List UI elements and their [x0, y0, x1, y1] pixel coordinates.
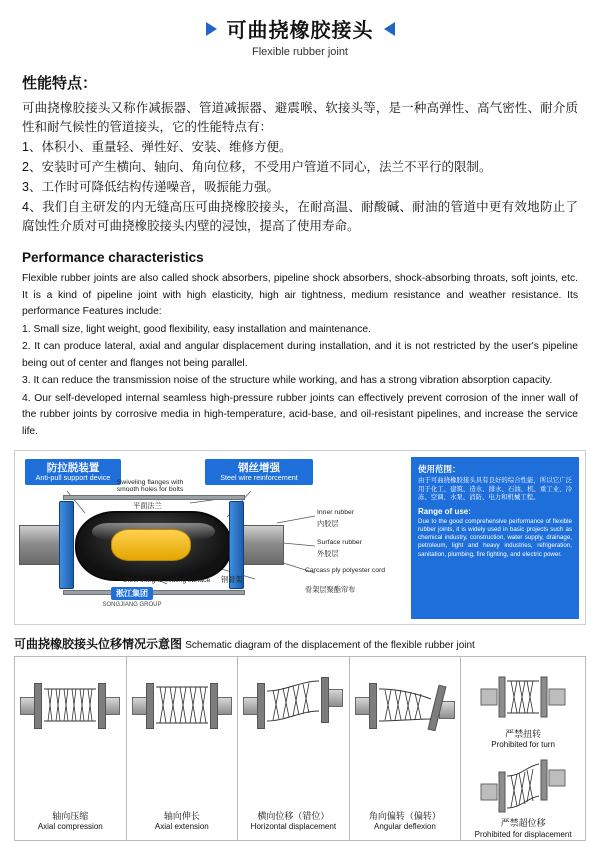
- cn-item-4: 4、我们自主研发的内无缝高压可曲挠橡胶接头，在耐高温、耐酸碱、耐油的管道中更有效地防止了腐蚀性介质对可曲挠橡胶接头内壁的浸蚀，提高了使用寿命。: [22, 200, 578, 233]
- triangle-left-icon: [384, 22, 395, 36]
- en-heading: Performance characteristics: [22, 250, 204, 265]
- glyph-axial-extension: [134, 679, 230, 731]
- caption-angular: [350, 811, 461, 832]
- glyph-bellow-shape: [245, 679, 341, 731]
- page-title-cn: 可曲挠橡胶接头: [226, 20, 374, 42]
- glyph-prohibited-turn: [477, 669, 569, 725]
- label-steel-wire-cn: 钢丝增强: [238, 462, 280, 474]
- usage-heading-cn: 使用范围：: [418, 464, 461, 474]
- caption-axial-compression: [15, 811, 126, 832]
- brand-mark: [97, 583, 167, 608]
- displacement-grid: [14, 656, 586, 841]
- caption-en: Prohibited for turn: [491, 740, 555, 750]
- callout-steel-frame-cn: 钢骨架: [221, 575, 243, 584]
- glyph-bellow-shape: [357, 679, 453, 731]
- caption-cn: 角向偏转（偏转）: [368, 810, 441, 821]
- content-text: [0, 58, 600, 440]
- callout-carcass-ply-cn: 骨架层聚酯帘布: [305, 585, 356, 594]
- label-steel-wire-en: Steel wire reinforcement: [220, 473, 298, 483]
- label-anti-pull-en: Anti-pull support device: [35, 473, 111, 483]
- displacement-cell-horizontal: [238, 657, 350, 840]
- displacement-title: [14, 635, 586, 652]
- usage-info-box: [411, 457, 579, 619]
- cn-item-3: 3、工作时可降低结构传递噪音，吸振能力强。: [22, 180, 279, 194]
- callout-surface-rubber: Surface rubber: [317, 539, 362, 546]
- rubber-joint-illustration: [53, 489, 283, 608]
- caption-cn: 轴向伸长: [163, 810, 200, 821]
- glyph-prohibited-displacement: [477, 758, 569, 814]
- displacement-cell-axial-extension: [127, 657, 239, 840]
- glyph-bellow-shape: [134, 679, 230, 731]
- caption-en: Axial compression: [37, 822, 103, 831]
- callout-flat-flange-cn: 平面法兰: [133, 501, 162, 510]
- caption-prohibited-turn: [491, 729, 555, 750]
- callout-swivel-flanges: Swiveling flanges with smooth holes for bolts: [116, 479, 184, 493]
- caption-en: Axial extension: [154, 822, 209, 831]
- displacement-cell-angular: [350, 657, 462, 840]
- usage-text-cn: 由于可曲挠橡胶接头具有良好的综合性能，所以它广泛用于化工、建筑、造水、排水、石油、机、重工业、冷冻、空调、水泵、消防、电力和机械工程。: [418, 477, 572, 502]
- page-title-en: Flexible rubber joint: [252, 46, 348, 58]
- caption-en: Horizontal displacement: [250, 822, 337, 831]
- page-header: [0, 0, 600, 58]
- caption-prohibited-displacement: [475, 818, 572, 839]
- en-intro: Flexible rubber joints are also called shock absorbers, pipeline shock absorbers, shock-absorbing throats, soft joints, etc. It is a kind of pipeline joint with high elasticity, high air tightness, medium resistance and weather resistance. Its performance Features include:: [22, 273, 578, 317]
- en-item-4: 4. Our self-developed internal seamless high-pressure rubber joints can effectively prevent corrosion of the inner wall of the rubber joints by corrosive media in high-temperature, acid-base, and oil-resistant pipelines, and increase the service life.: [22, 392, 578, 437]
- en-item-3: 3. It can reduce the transmission noise of the structure while working, and has a strong vibration absorption capacity.: [22, 375, 553, 386]
- caption-en: Prohibited for displacement: [474, 829, 572, 839]
- en-item-1: 1. Small size, light weight, good flexibility, easy installation and maintenance.: [22, 323, 371, 335]
- callout-sealing-surface: Steel integral sealing surface: [123, 577, 211, 584]
- glyph-prohibited-turn-shape: [477, 669, 569, 725]
- glyph-horizontal-displacement: [245, 679, 341, 731]
- triangle-right-icon: [206, 22, 217, 36]
- brand-cn: 淞江集团: [111, 587, 153, 600]
- callout-inner-rubber: Inner rubber: [317, 509, 355, 516]
- brand-en: SONGJIANG GROUP: [102, 602, 162, 608]
- caption-cn: 轴向压缩: [52, 810, 89, 821]
- callout-surface-rubber-cn: 外胶层: [317, 549, 339, 558]
- title-row: [0, 14, 600, 43]
- glyph-prohibited-displacement-shape: [477, 758, 569, 814]
- label-anti-pull-cn: 防拉脱装置: [46, 462, 100, 474]
- caption-cn: 严禁超位移: [500, 818, 546, 829]
- en-item-2: 2. It can produce lateral, axial and angular displacement during installation, and it is not restricted by the user's pipeline being out of center and flanges not being parallel.: [22, 341, 578, 369]
- usage-text-en: Due to the good comprehensive performance of flexible rubber joints, it is widely used in basic projects such as chemical industry, construction, water supply, drainage, petroleum, light and heavy industries, refrigeration, sanitation, plumbing, fire fighting, and electric power.: [418, 517, 572, 558]
- pipe-left: [19, 525, 61, 565]
- glyph-axial-compression: [22, 679, 118, 731]
- displacement-cell-prohibited: [461, 657, 585, 840]
- cn-heading: 性能特点：: [22, 75, 98, 92]
- cn-item-2: 2、安装时可产生横向、轴向、角向位移，不受用户管道不同心，法兰不平行的限制。: [22, 160, 492, 174]
- caption-cn: 横向位移（错位）: [257, 810, 330, 821]
- caption-axial-extension: [127, 811, 238, 832]
- caption-horizontal: [238, 811, 349, 832]
- callout-carcass-ply: Carcass ply polyester cord: [305, 567, 386, 574]
- cn-item-1: 1、体积小、重量轻、弹性好、安装、维修方便。: [22, 140, 292, 154]
- glyph-angular-deflexion: [357, 679, 453, 731]
- displacement-title-cn: 可曲挠橡胶接头位移情况示意图: [14, 637, 183, 651]
- callout-inner-rubber-cn: 内胶层: [317, 519, 339, 528]
- displacement-cell-axial-compression: [15, 657, 127, 840]
- usage-heading-en: Range of use:: [418, 506, 471, 516]
- caption-en: Angular deflexion: [374, 822, 436, 831]
- glyph-bellow-shape: [22, 679, 118, 731]
- displacement-title-en: Schematic diagram of the displacement of the flexible rubber joint: [185, 640, 475, 651]
- tie-rod-top: [63, 495, 245, 500]
- product-diagram-panel: [14, 450, 586, 625]
- cn-intro: 可曲挠橡胶接头又称作减振器、管道减振器、避震喉、软接头等，是一种高弹性、高气密性、耐介质性和耐气候性的管道接头，它的性能特点有：: [22, 101, 578, 134]
- caption-cn: 严禁扭转: [505, 729, 542, 739]
